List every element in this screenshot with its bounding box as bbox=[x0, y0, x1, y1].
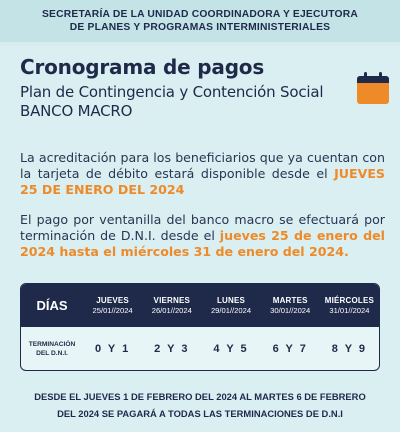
day-date: 30/01//2024 bbox=[270, 305, 311, 315]
day-name: VIERNES bbox=[153, 295, 191, 305]
day-name: MIÉRCOLES bbox=[324, 295, 375, 305]
paragraph-2-text: El pago por ventanilla del banco macro se efectuará por terminación de D.N.I. desde el bbox=[20, 212, 385, 243]
payment-schedule-table bbox=[20, 283, 380, 371]
day-date: 31/01//2024 bbox=[329, 305, 370, 315]
dni-ending-label bbox=[21, 340, 83, 358]
dni-digits-cell: 0 Y 1 bbox=[94, 342, 131, 355]
day-name: MARTES bbox=[272, 295, 308, 305]
dni-digits-cell: 6 Y 7 bbox=[272, 342, 308, 355]
dni-digits-cell: 8 Y 9 bbox=[331, 342, 368, 355]
calendar-icon bbox=[356, 72, 390, 105]
paragraph-2-highlight: jueves 25 de enero del 2024 hasta el miércoles 31 de enero del 2024. bbox=[20, 228, 385, 259]
header-line-2: DE PLANES Y PROGRAMAS INTERMINISTERIALES bbox=[69, 22, 331, 33]
days-header-label: DÍAS bbox=[36, 298, 68, 313]
footer-line-1: DESDE EL JUEVES 1 DE FEBRERO DEL 2024 AL MARTES 6 DE FEBRERO bbox=[34, 391, 366, 402]
plan-subtitle: Plan de Contingencia y Contención Social bbox=[20, 83, 324, 101]
dni-digits-cell: 4 Y 5 bbox=[213, 342, 249, 355]
paragraph-accreditation bbox=[20, 150, 385, 198]
page-title: Cronograma de pagos bbox=[20, 55, 265, 79]
paragraph-1-text: La acreditación para los beneficiarios que ya cuentan con la tarjeta de débito estará disponible desde el bbox=[20, 150, 385, 181]
header-banner bbox=[0, 0, 400, 42]
table-row bbox=[21, 327, 379, 370]
day-column-header bbox=[201, 296, 260, 316]
table-header-row bbox=[21, 284, 379, 327]
day-column-header bbox=[142, 296, 201, 316]
footer-note bbox=[10, 388, 390, 422]
paragraph-1-highlight: JUEVES 25 DE ENERO DEL 2024 bbox=[20, 166, 385, 197]
day-date: 25/01//2024 bbox=[92, 305, 133, 315]
day-date: 29/01//2024 bbox=[210, 305, 252, 315]
day-date: 26/01//2024 bbox=[151, 305, 192, 315]
bank-name: BANCO MACRO bbox=[20, 102, 133, 120]
day-column-header bbox=[83, 296, 142, 316]
header-line-1: SECRETARÍA DE LA UNIDAD COORDINADORA Y EJECUTORA bbox=[41, 9, 359, 20]
footer-line-2: DEL 2024 SE PAGARÁ A TODAS LAS TERMINACIONES DE D.N.I bbox=[57, 408, 343, 419]
day-column-header bbox=[261, 296, 320, 316]
day-name: LUNES bbox=[216, 295, 246, 305]
dni-digits-cell: 2 Y 3 bbox=[154, 342, 190, 355]
day-name: JUEVES bbox=[96, 295, 129, 305]
paragraph-window-payment bbox=[20, 212, 385, 260]
day-column-header bbox=[320, 296, 379, 316]
row-label-line-1: TERMINACIÓN bbox=[28, 340, 76, 348]
row-label-line-2: DEL D.N.I. bbox=[36, 349, 68, 357]
